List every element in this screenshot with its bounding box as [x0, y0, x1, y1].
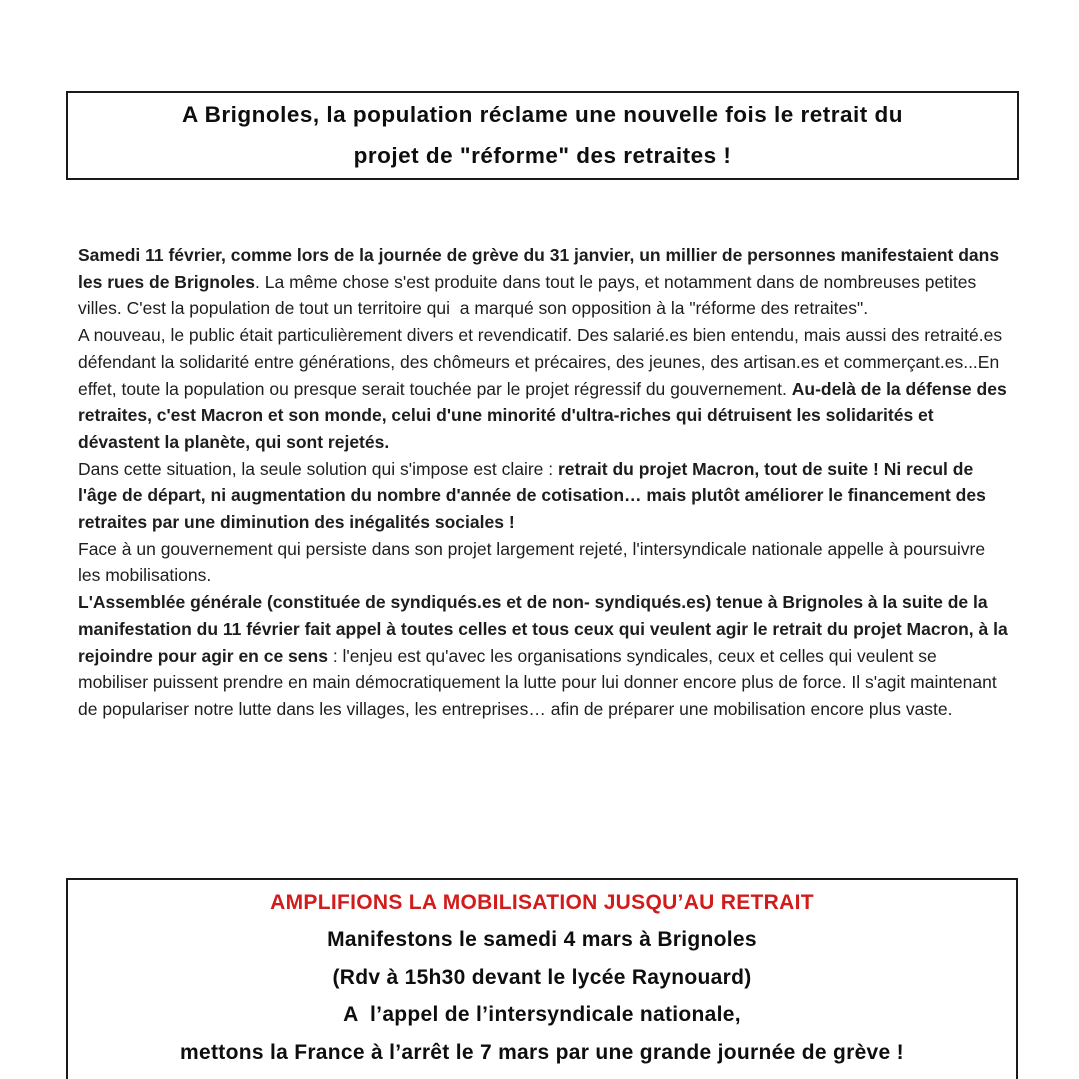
footer-line: A l’appel de l’intersyndicale nationale,: [343, 1003, 741, 1027]
title-box: [66, 91, 1019, 180]
text-run: Au-delà de la défense des retraites, c'est Macron et son monde, celui d'une minorité d'ultra-riches qui détruisent les solidarités et dévastent la planète, qui sont rejetés.: [78, 378, 1012, 452]
paragraph: [78, 536, 1009, 589]
text-run: Dans cette situation, la seule solution qui s'impose est claire :: [78, 458, 558, 479]
footer-box: [66, 878, 1018, 1079]
body-text: [78, 242, 1013, 723]
title-line: A Brignoles, la population réclame une nouvelle fois le retrait du: [181, 102, 904, 127]
footer-line: mettons la France à l’arrêt le 7 mars par une grande journée de grève !: [180, 1040, 904, 1064]
text-run: Samedi 11 février, comme lors de la journée de grève du 31 janvier, un millier de personnes manifestaient dans les rues de Brignoles: [78, 245, 1004, 292]
text-run: Face à un gouvernement qui persiste dans son projet largement rejeté, l'intersyndicale nationale appelle à poursuivre les mobilisations.: [78, 538, 990, 586]
text-run: retrait du projet Macron, tout de suite ! Ni recul de l'âge de départ, ni augmentation du nombre d'année de cotisation… mais plutôt améliorer le financement des retraites par une diminution des inégalités sociales !: [78, 458, 991, 533]
paragraph: [78, 242, 1009, 322]
title-line: projet de "réforme" des retraites !: [353, 143, 732, 168]
footer-headline: AMPLIFIONS LA MOBILISATION JUSQU’AU RETRAIT: [270, 891, 814, 914]
text-run: : l'enjeu est qu'avec les organisations syndicales, ceux et celles qui veulent se mobiliser puissent prendre en main démocratiquement la lutte pour lui donner encore plus de force. Il s'agit maintenant de populariser notre lutte dans les villages, les entreprises… afin de préparer une mobilisation encore plus vaste.: [78, 645, 1002, 719]
paragraph: [78, 322, 1012, 456]
text-run: L'Assemblée générale (constituée de syndiqués.es et de non- syndiqués.es) tenue à Brignoles à la suite de la manifestation du 11 février fait appel à toutes celles et tous ceux qui veulent agir le retrait du projet Macron, à la rejoindre pour agir en ce sens: [78, 592, 1013, 666]
text-run: . La même chose s'est produite dans tout le pays, et notamment dans de nombreuses petites villes. C'est la population de tout un territoire qui a marqué son opposition à la "réforme des retraites".: [78, 271, 982, 319]
paragraph: [78, 589, 1013, 723]
text-run: A nouveau, le public était particulièrement divers et revendicatif. Des salarié.es bien entendu, mais aussi des retraité.es défendant la solidarité entre générations, des chômeurs et précaires, des jeunes, des artisan.es et commerçant.es...En effet, toute la population ou presque serait touchée par le projet régressif du gouvernement.: [78, 325, 1007, 399]
paragraph: [78, 456, 1009, 536]
footer-line: (Rdv à 15h30 devant le lycée Raynouard): [332, 965, 752, 989]
footer-line: Manifestons le samedi 4 mars à Brignoles: [327, 928, 757, 952]
